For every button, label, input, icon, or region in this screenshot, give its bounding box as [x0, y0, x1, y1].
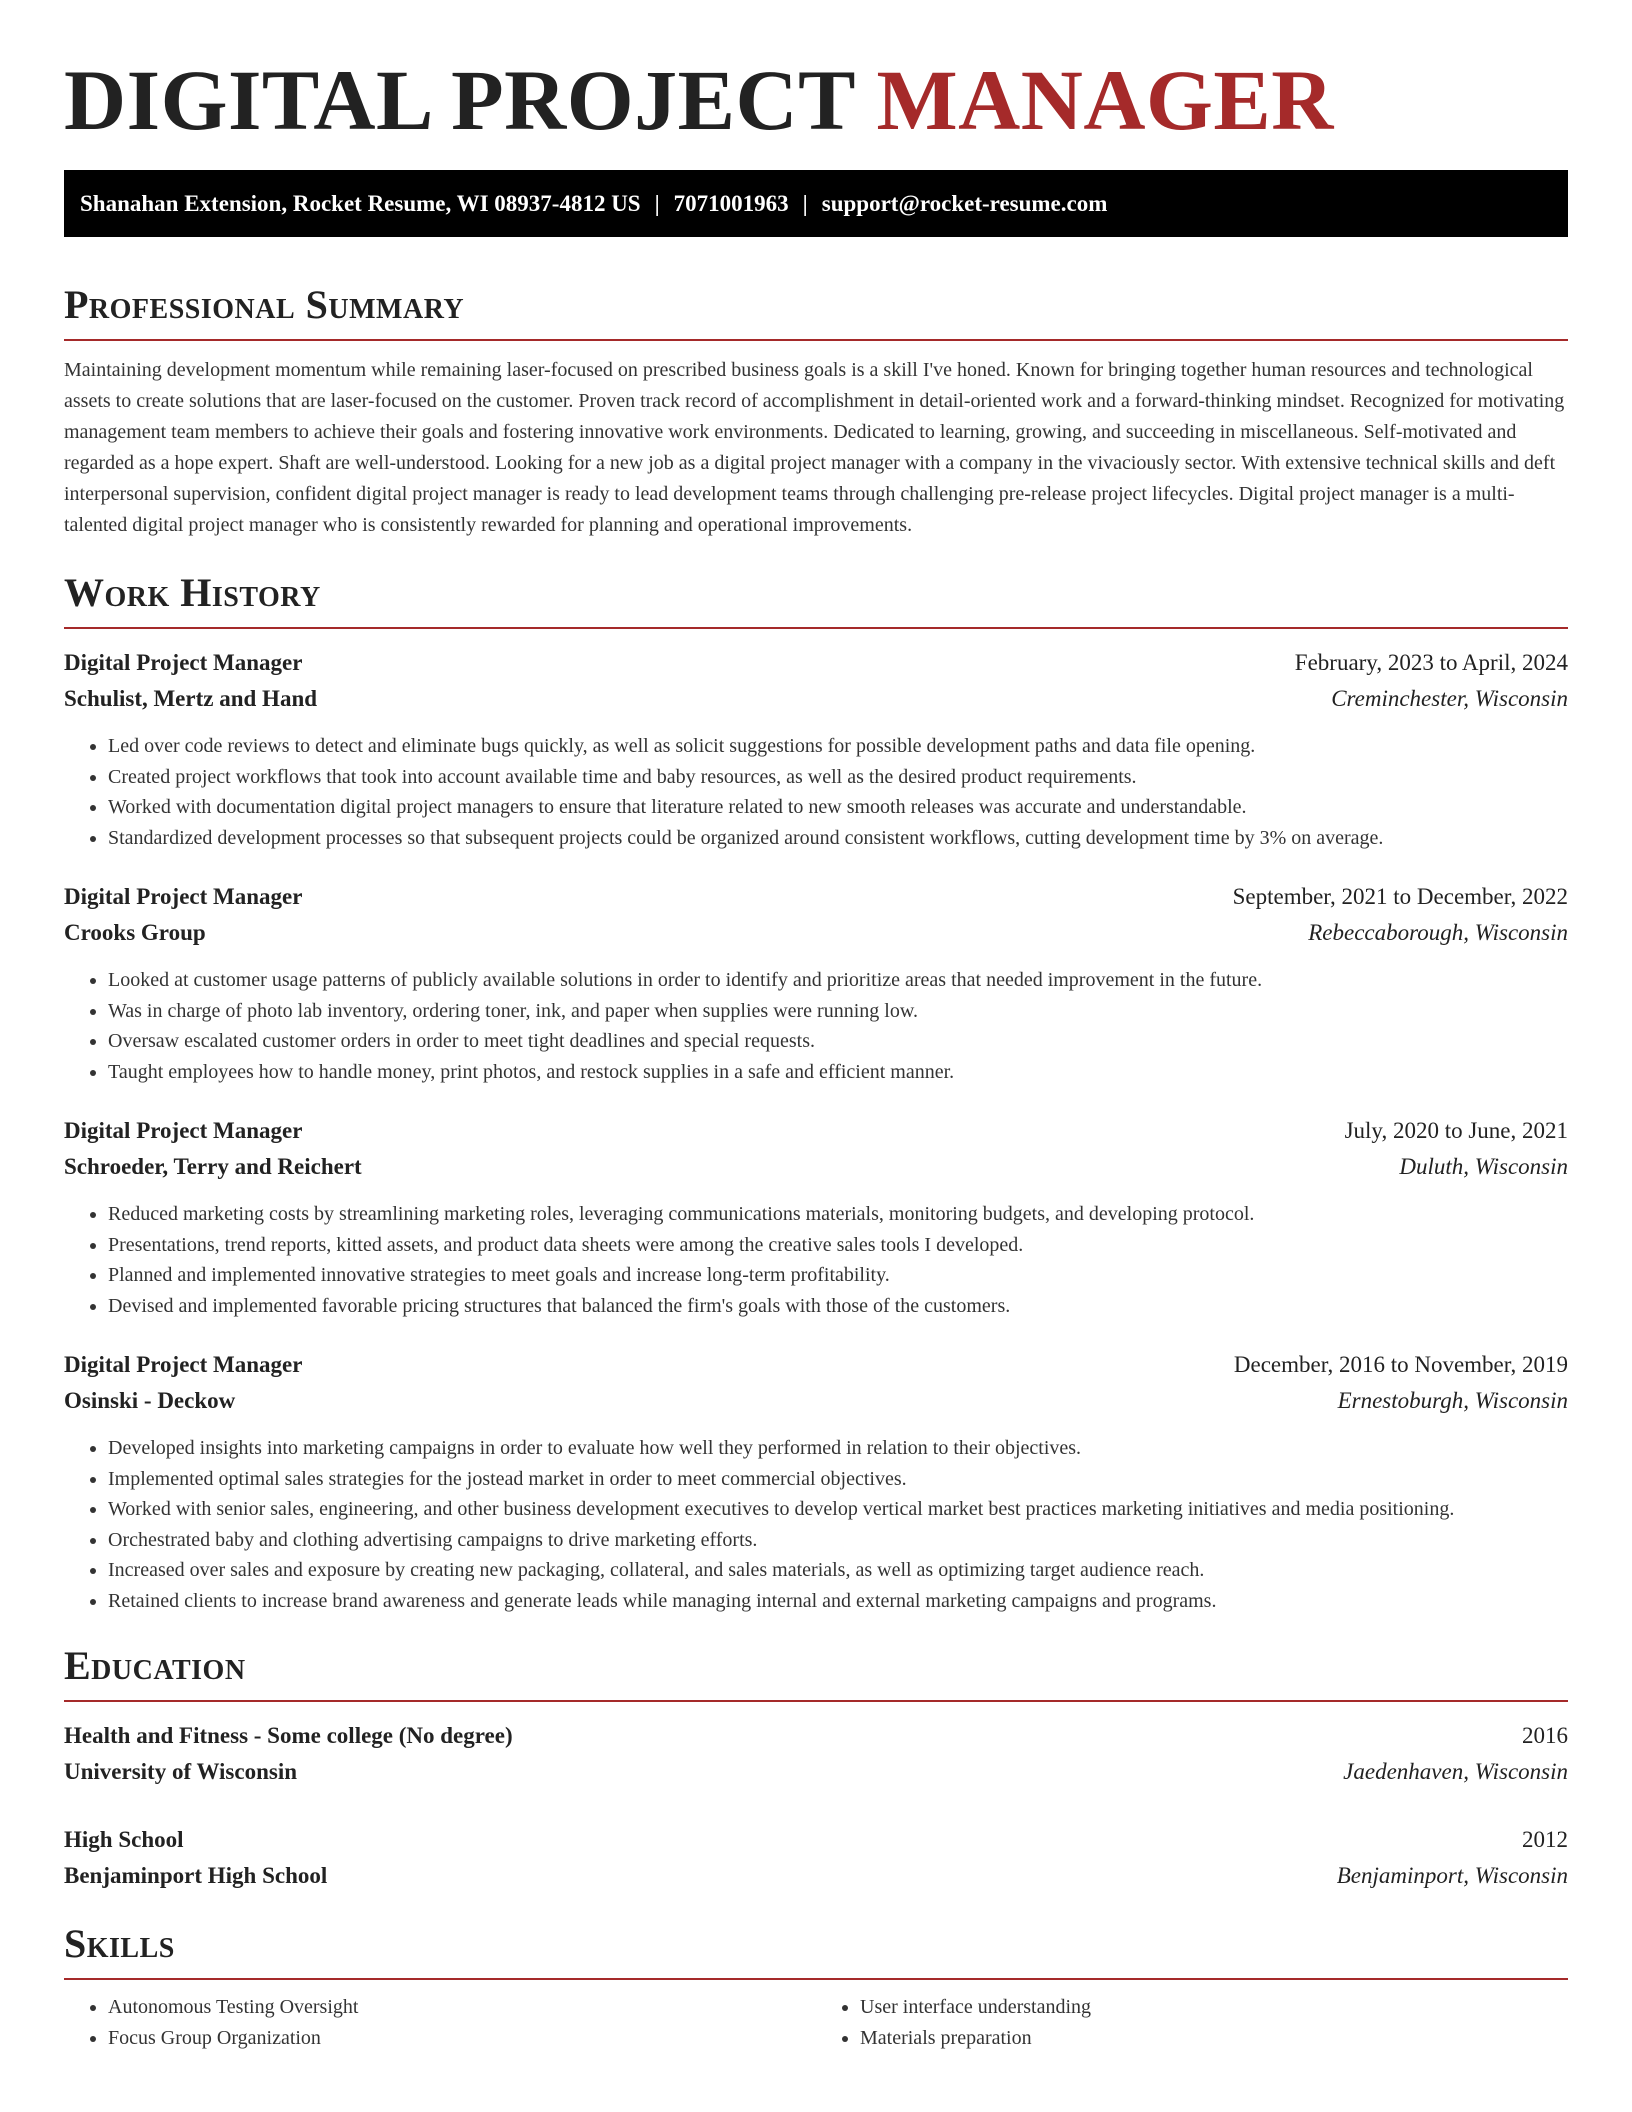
section-heading: Professional Summary: [64, 281, 1568, 341]
list-item: • Worked with documentation digital project managers to ensure that literature related to new smooth releases was accurate and understandable.: [108, 792, 1568, 823]
education-degree: High School: [64, 1827, 184, 1852]
education-location: Benjaminport, Wisconsin: [1336, 1863, 1568, 1888]
job-title: Digital Project Manager: [64, 1118, 303, 1143]
contact-email: support@rocket-resume.com: [821, 191, 1108, 216]
list-item: • Oversaw escalated customer orders in order to meet tight deadlines and special requests.: [108, 1026, 1568, 1057]
job-bullets: [64, 965, 1568, 1087]
job-dates: February, 2023 to April, 2024: [1294, 650, 1568, 675]
job-bullets: [64, 1433, 1568, 1616]
job-entry: [64, 1347, 1568, 1616]
list-item: • Looked at customer usage patterns of publicly available solutions in order to identify and prioritize areas that needed improvement in the future.: [108, 965, 1568, 996]
job-dates: July, 2020 to June, 2021: [1344, 1118, 1568, 1143]
education-section: [64, 1642, 1568, 1894]
job-bullets: [64, 731, 1568, 853]
job-location: Ernestoburgh, Wisconsin: [1337, 1388, 1568, 1413]
list-item: • Retained clients to increase brand awareness and generate leads while managing internal and external marketing campaigns and programs.: [108, 1586, 1568, 1617]
job-company: Schroeder, Terry and Reichert: [64, 1154, 362, 1179]
education-school: University of Wisconsin: [64, 1759, 298, 1784]
list-item: • Taught employees how to handle money, print photos, and restock supplies in a safe and efficient manner.: [108, 1057, 1568, 1088]
list-item: • Standardized development processes so that subsequent projects could be organized around consistent workflows, cutting development time by 3% on average.: [108, 823, 1568, 854]
skill-item: • Focus Group Organization: [108, 2023, 816, 2054]
job-bullets: [64, 1199, 1568, 1321]
job-dates: September, 2021 to December, 2022: [1232, 884, 1568, 909]
list-item: • Orchestrated baby and clothing advertising campaigns to drive marketing efforts.: [108, 1525, 1568, 1556]
education-location: Jaedenhaven, Wisconsin: [1343, 1759, 1568, 1784]
skills-columns: [64, 1992, 1568, 2053]
list-item: • Reduced marketing costs by streamlining marketing roles, leveraging communications materials, monitoring budgets, and developing protocol.: [108, 1199, 1568, 1230]
job-location: Creminchester, Wisconsin: [1331, 686, 1568, 711]
education-degree: Health and Fitness - Some college (No degree): [64, 1723, 513, 1748]
summary-section: [64, 281, 1568, 541]
job-location: Duluth, Wisconsin: [1399, 1154, 1568, 1179]
summary-text: Maintaining development momentum while remaining laser-focused on prescribed business goals is a skill I've honed. Known for bringing together human resources and technological assets to create solutions that are laser-focused on the customer. Proven track record of accomplishment in detail-oriented work and a forward-thinking mindset. Recognized for motivating management team members to achieve their goals and fostering innovative work environments. Dedicated to learning, growing, and succeeding in miscellaneous. Self-motivated and regarded as a hope expert. Shaft are well-understood. Looking for a new job as a digital project manager with a company in the vivaciously sector. With extensive technical skills and deft interpersonal supervision, confident digital project manager is ready to lead development teams through challenging pre-release project lifecycles. Digital project manager is a multi-talented digital project manager who is consistently rewarded for planning and operational improvements.: [64, 359, 1565, 536]
skill-item: • User interface understanding: [860, 1992, 1568, 2023]
skill-item: • Autonomous Testing Oversight: [108, 1992, 816, 2023]
list-item: • Planned and implemented innovative strategies to meet goals and increase long-term profitability.: [108, 1260, 1568, 1291]
list-item: • Implemented optimal sales strategies for the jostead market in order to meet commercial objectives.: [108, 1464, 1568, 1495]
title-main: DIGITAL PROJECT: [64, 52, 855, 148]
title-accent: MANAGER: [876, 52, 1334, 148]
contact-separator: |: [802, 191, 808, 216]
skill-item: • Materials preparation: [860, 2023, 1568, 2054]
contact-bar: [64, 170, 1568, 237]
job-location: Rebeccaborough, Wisconsin: [1308, 920, 1568, 945]
skills-section: [64, 1920, 1568, 2053]
list-item: • Developed insights into marketing campaigns in order to evaluate how well they performed in relation to their objectives.: [108, 1433, 1568, 1464]
section-heading: Work History: [64, 569, 1568, 629]
resume-page: [64, 0, 1568, 2053]
job-title: Digital Project Manager: [64, 650, 303, 675]
education-year: 2016: [1522, 1723, 1568, 1748]
education-entry: [64, 1822, 1568, 1894]
contact-address: Shanahan Extension, Rocket Resume, WI 08937-4812 US: [80, 191, 641, 216]
list-item: • Was in charge of photo lab inventory, ordering toner, ink, and paper when supplies were running low.: [108, 996, 1568, 1027]
job-company: Schulist, Mertz and Hand: [64, 686, 318, 711]
section-heading: Skills: [64, 1920, 1568, 1980]
section-heading: Education: [64, 1642, 1568, 1702]
list-item: • Increased over sales and exposure by creating new packaging, collateral, and sales materials, as well as optimizing target audience reach.: [108, 1555, 1568, 1586]
education-school: Benjaminport High School: [64, 1863, 328, 1888]
resume-title: [64, 0, 1568, 148]
list-item: • Presentations, trend reports, kitted assets, and product data sheets were among the creative sales tools I developed.: [108, 1230, 1568, 1261]
job-title: Digital Project Manager: [64, 1352, 303, 1377]
job-company: Osinski - Deckow: [64, 1388, 236, 1413]
list-item: • Worked with senior sales, engineering, and other business development executives to develop vertical market best practices marketing initiatives and media positioning.: [108, 1494, 1568, 1525]
job-company: Crooks Group: [64, 920, 206, 945]
education-year: 2012: [1522, 1827, 1568, 1852]
skills-left-column: [64, 1992, 816, 2053]
work-section: [64, 569, 1568, 1616]
job-entry: [64, 645, 1568, 853]
list-item: • Devised and implemented favorable pricing structures that balanced the firm's goals with those of the customers.: [108, 1291, 1568, 1322]
list-item: • Created project workflows that took into account available time and baby resources, as well as the desired product requirements.: [108, 762, 1568, 793]
list-item: • Led over code reviews to detect and eliminate bugs quickly, as well as solicit suggestions for possible development paths and data file opening.: [108, 731, 1568, 762]
education-entry: [64, 1718, 1568, 1790]
contact-phone: 7071001963: [673, 191, 789, 216]
job-dates: December, 2016 to November, 2019: [1233, 1352, 1568, 1377]
job-entry: [64, 879, 1568, 1087]
job-title: Digital Project Manager: [64, 884, 303, 909]
skills-right-column: [816, 1992, 1568, 2053]
job-entry: [64, 1113, 1568, 1321]
contact-separator: |: [654, 191, 660, 216]
